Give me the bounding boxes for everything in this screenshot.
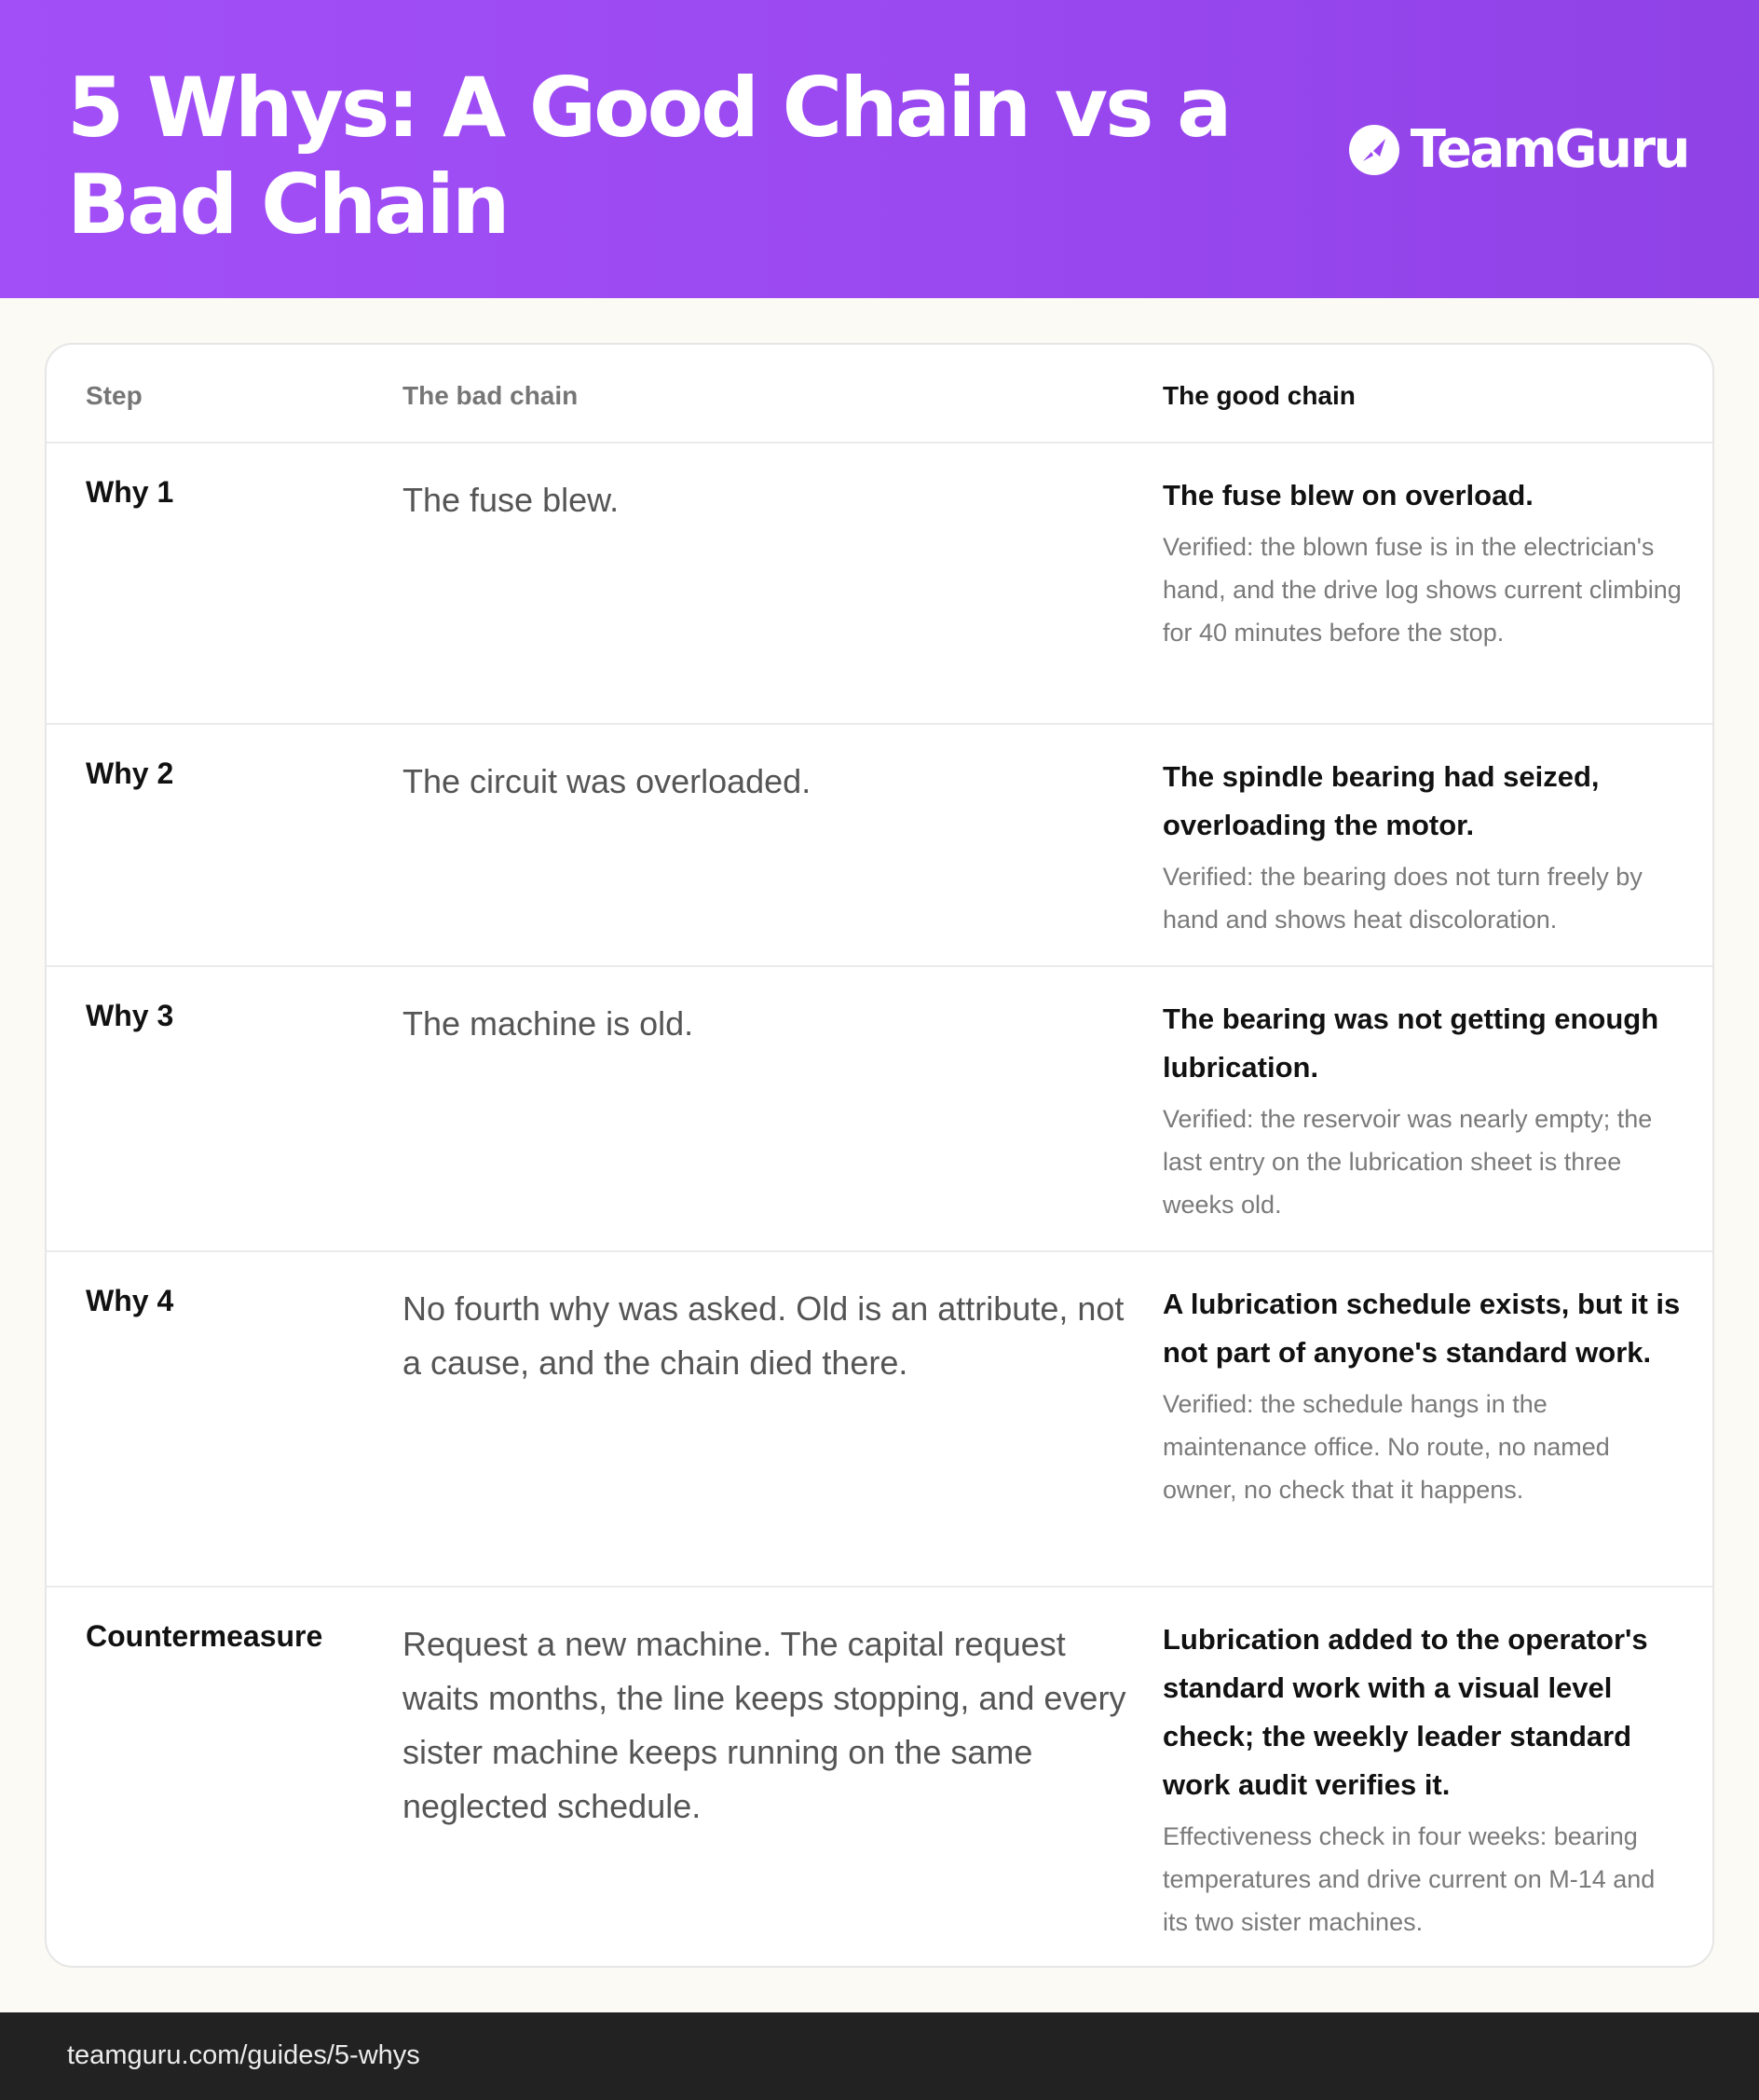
- step-label: Countermeasure: [86, 1619, 323, 1653]
- good-chain-text: A lubrication schedule exists, but it is not part of anyone's standard work.: [1163, 1288, 1681, 1369]
- comparison-table: [45, 343, 1714, 1968]
- bad-chain-text: The machine is old.: [402, 1004, 694, 1043]
- verification-note: Verified: the reservoir was nearly empty; the last entry on the lubrication sheet is three weeks old.: [1163, 1105, 1653, 1219]
- table-row: [47, 1588, 1712, 1964]
- step-label: Why 4: [86, 1284, 174, 1317]
- good-chain-cell: [1163, 471, 1684, 654]
- bad-chain-text: Request a new machine. The capital request waits months, the line keeps stopping, and every sister machine keeps running on the same neglected schedule.: [402, 1625, 1126, 1825]
- good-chain-text: The spindle bearing had seized, overloading the motor.: [1163, 760, 1600, 841]
- table-row: [47, 1252, 1712, 1588]
- good-chain-cell: [1163, 753, 1684, 941]
- teamguru-logo: [1347, 119, 1688, 180]
- good-chain-cell: [1163, 1280, 1684, 1511]
- bad-chain-text: The fuse blew.: [402, 481, 620, 519]
- column-header-good-chain: The good chain: [1163, 381, 1356, 410]
- verification-note: Verified: the bearing does not turn freely by hand and shows heat discoloration.: [1163, 863, 1643, 934]
- good-chain-cell: [1163, 1616, 1684, 1943]
- good-chain-text: The bearing was not getting enough lubrication.: [1163, 1002, 1659, 1084]
- good-chain-text: The fuse blew on overload.: [1163, 479, 1534, 511]
- header-banner: [0, 0, 1759, 298]
- step-label: Why 3: [86, 999, 174, 1032]
- table-row: [47, 443, 1712, 725]
- footer-url[interactable]: teamguru.com/guides/5-whys: [67, 2040, 420, 2070]
- bad-chain-text: No fourth why was asked. Old is an attribute, not a cause, and the chain died there.: [402, 1289, 1125, 1382]
- step-label: Why 1: [86, 475, 174, 509]
- table-row: [47, 725, 1712, 967]
- column-header-bad-chain: The bad chain: [402, 381, 579, 410]
- step-label: Why 2: [86, 757, 174, 790]
- verification-note: Verified: the schedule hangs in the maintenance office. No route, no named owner, no check that it happens.: [1163, 1390, 1610, 1504]
- table-row: [47, 967, 1712, 1252]
- table-header-row: [47, 345, 1712, 443]
- logo-text: TeamGuru: [1410, 119, 1688, 180]
- good-chain-cell: [1163, 995, 1684, 1226]
- teamguru-logo-icon: [1347, 123, 1401, 177]
- column-header-step: Step: [86, 381, 143, 410]
- page-title: 5 Whys: A Good Chain vs a Bad Chain: [67, 60, 1230, 252]
- effectiveness-note: Effectiveness check in four weeks: bearing temperatures and drive current on M-14 and its two sister machines.: [1163, 1822, 1656, 1936]
- good-chain-text: Lubrication added to the operator's standard work with a visual level check; the weekly leader standard work audit verifies it.: [1163, 1623, 1648, 1801]
- bad-chain-text: The circuit was overloaded.: [402, 762, 811, 800]
- verification-note: Verified: the blown fuse is in the electrician's hand, and the drive log shows current climbing for 40 minutes before the stop.: [1163, 533, 1682, 647]
- footer-bar: [0, 2012, 1759, 2100]
